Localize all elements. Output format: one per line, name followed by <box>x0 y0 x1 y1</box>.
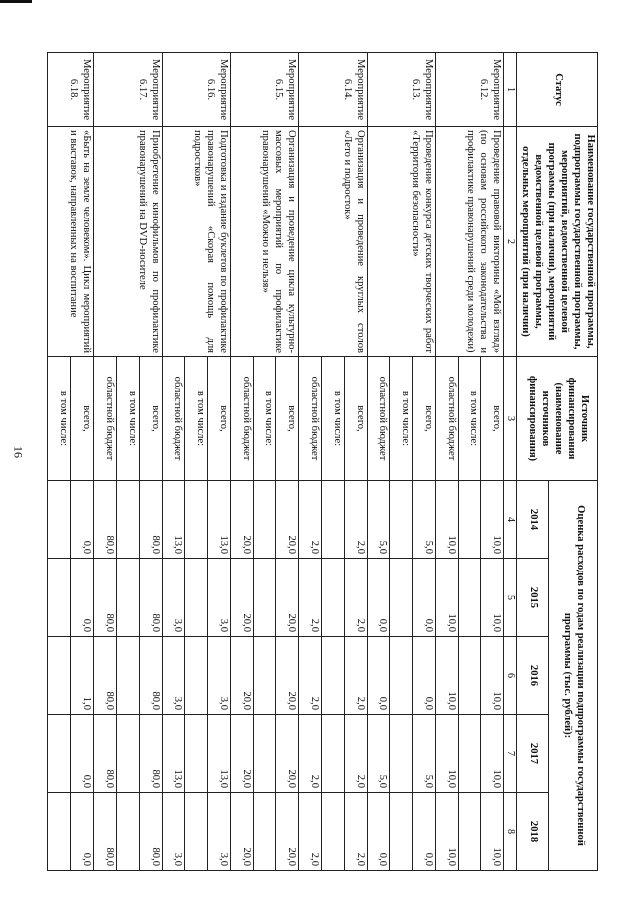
row-value: 10,0 <box>435 715 458 793</box>
row-value <box>458 481 481 559</box>
row-value <box>390 559 413 637</box>
row-value: 10,0 <box>481 715 504 793</box>
row-value <box>253 715 276 793</box>
row-value: 10,0 <box>435 637 458 715</box>
row-status: Мероприятие 6.14. <box>299 53 367 127</box>
row-value: 0,0 <box>367 637 390 715</box>
row-value <box>253 559 276 637</box>
table-row <box>344 53 367 871</box>
row-status: Мероприятие 6.12. <box>435 53 503 127</box>
header-name: Наименование государственной программы, подпрограммы государственной программы, мероприятий, ведомственной целевой программы (при наличии), мероприятий ведомственной целевой программы, отдельных мероприятий (при наличии) <box>517 127 598 357</box>
row-value <box>185 559 208 637</box>
row-value: 13,0 <box>208 715 231 793</box>
row-value: 0,0 <box>413 793 436 871</box>
row-value <box>322 715 345 793</box>
row-value <box>117 481 140 559</box>
row-value: 20,0 <box>230 637 253 715</box>
column-index: 3 <box>504 357 517 481</box>
row-value: 2,0 <box>344 793 367 871</box>
row-status: Мероприятие 6.17. <box>94 53 162 127</box>
table-row <box>71 53 94 871</box>
row-value: 20,0 <box>276 715 299 793</box>
row-status: Мероприятие 6.13. <box>367 53 435 127</box>
row-value: 0,0 <box>71 481 94 559</box>
row-value: 80,0 <box>94 715 117 793</box>
row-value: 0,0 <box>413 559 436 637</box>
row-value <box>390 715 413 793</box>
row-value <box>117 637 140 715</box>
row-source: всего, <box>208 357 231 481</box>
row-value: 20,0 <box>230 481 253 559</box>
row-value <box>48 481 71 559</box>
row-value: 10,0 <box>435 559 458 637</box>
row-value <box>458 559 481 637</box>
row-value <box>458 793 481 871</box>
row-value: 80,0 <box>139 637 162 715</box>
row-source: в том числе: <box>322 357 345 481</box>
row-source: всего, <box>413 357 436 481</box>
row-source: в том числе: <box>253 357 276 481</box>
column-index: 8 <box>504 793 517 871</box>
column-index: 7 <box>504 715 517 793</box>
row-value: 2,0 <box>344 481 367 559</box>
row-value: 80,0 <box>139 715 162 793</box>
table-row <box>208 53 231 871</box>
row-value: 0,0 <box>367 559 390 637</box>
table-row <box>481 53 504 871</box>
row-source: в том числе: <box>117 357 140 481</box>
header-estimate: Оценка расходов по годам реализации подпрограммы государственной программы (тыс. рублей): <box>549 481 598 871</box>
row-value: 10,0 <box>435 481 458 559</box>
row-name: Организация и проведение цикла культурно-массовых мероприятий по профилактике правонарушений «Можно и нельзя» <box>230 127 298 357</box>
row-source: областной бюджет <box>162 357 185 481</box>
row-value: 2,0 <box>344 559 367 637</box>
header-year: 2014 <box>517 481 549 559</box>
row-value <box>117 715 140 793</box>
row-value: 5,0 <box>367 715 390 793</box>
row-value: 3,0 <box>208 637 231 715</box>
row-status: Мероприятие 6.16. <box>162 53 230 127</box>
row-value: 10,0 <box>481 793 504 871</box>
row-name: Организация и проведение круглых столов «Лето и подросток» <box>299 127 367 357</box>
row-value: 20,0 <box>230 715 253 793</box>
row-value: 20,0 <box>230 559 253 637</box>
column-index: 6 <box>504 637 517 715</box>
header-year: 2016 <box>517 637 549 715</box>
header-source: Источник финансирования (наименование источников финансирования) <box>517 357 598 481</box>
row-source: областной бюджет <box>230 357 253 481</box>
row-source: в том числе: <box>458 357 481 481</box>
row-value <box>390 793 413 871</box>
page-number: 16 <box>11 446 26 458</box>
row-value <box>390 637 413 715</box>
row-value: 1,0 <box>71 637 94 715</box>
row-value <box>185 715 208 793</box>
row-value: 3,0 <box>208 793 231 871</box>
row-value <box>117 559 140 637</box>
row-source: всего, <box>481 357 504 481</box>
row-value: 80,0 <box>139 559 162 637</box>
row-value: 20,0 <box>276 637 299 715</box>
column-index-row <box>504 53 517 871</box>
row-value <box>185 637 208 715</box>
row-value: 2,0 <box>344 715 367 793</box>
row-source: областной бюджет <box>435 357 458 481</box>
row-value: 0,0 <box>71 559 94 637</box>
row-value <box>117 793 140 871</box>
row-value: 2,0 <box>299 559 322 637</box>
rotated-table-frame <box>58 52 598 870</box>
row-value: 20,0 <box>276 481 299 559</box>
row-value: 10,0 <box>481 559 504 637</box>
row-value <box>48 793 71 871</box>
row-value <box>322 793 345 871</box>
row-status: Мероприятие 6.18. <box>48 53 94 127</box>
row-value: 2,0 <box>299 637 322 715</box>
row-value <box>48 637 71 715</box>
row-value: 3,0 <box>162 793 185 871</box>
row-value: 13,0 <box>162 715 185 793</box>
row-value: 2,0 <box>344 637 367 715</box>
table-row <box>413 53 436 871</box>
row-value: 5,0 <box>367 481 390 559</box>
row-status: Мероприятие 6.15. <box>230 53 298 127</box>
row-source: областной бюджет <box>367 357 390 481</box>
row-value: 13,0 <box>208 481 231 559</box>
row-value: 80,0 <box>139 793 162 871</box>
row-name: Подготовка и издание буклетов по профилактике правонарушений «Скорая помощь для подростков» <box>162 127 230 357</box>
row-source: в том числе: <box>185 357 208 481</box>
row-value <box>458 637 481 715</box>
row-value: 0,0 <box>71 715 94 793</box>
row-value: 80,0 <box>139 481 162 559</box>
row-value <box>390 481 413 559</box>
row-source: всего, <box>276 357 299 481</box>
row-value: 80,0 <box>94 481 117 559</box>
row-source: всего, <box>71 357 94 481</box>
row-value <box>322 559 345 637</box>
row-value: 20,0 <box>230 793 253 871</box>
row-value: 80,0 <box>94 637 117 715</box>
corner-mark <box>0 0 32 3</box>
header-year: 2018 <box>517 793 549 871</box>
row-value <box>48 559 71 637</box>
row-source: всего, <box>344 357 367 481</box>
row-value: 5,0 <box>413 481 436 559</box>
row-source: областной бюджет <box>299 357 322 481</box>
column-index: 5 <box>504 559 517 637</box>
row-value: 3,0 <box>208 559 231 637</box>
table-row <box>276 53 299 871</box>
row-value: 0,0 <box>71 793 94 871</box>
header-year: 2017 <box>517 715 549 793</box>
column-index: 1 <box>504 53 517 127</box>
row-source: в том числе: <box>48 357 71 481</box>
row-name: «Быть на земле человеком». Цикл мероприятий и выставок, направленных на воспитание <box>48 127 94 357</box>
row-value <box>322 637 345 715</box>
row-value <box>48 715 71 793</box>
row-value: 10,0 <box>481 481 504 559</box>
row-value: 2,0 <box>299 793 322 871</box>
row-value <box>322 481 345 559</box>
row-value: 3,0 <box>162 559 185 637</box>
row-value <box>185 481 208 559</box>
row-source: в том числе: <box>390 357 413 481</box>
row-name: Проведение правовой викторины «Мой взгляд» (по основам российского законодательства и профилактике правонарушений среди молодежи) <box>435 127 503 357</box>
row-source: областной бюджет <box>94 357 117 481</box>
budget-table <box>47 52 598 871</box>
header-status: Статус <box>517 53 598 127</box>
row-name: Приобретение кинофильмов по профилактике правонарушений на DVD-носителе <box>94 127 162 357</box>
row-value: 5,0 <box>413 715 436 793</box>
rotated-table-content <box>58 52 598 870</box>
row-value <box>253 481 276 559</box>
row-value <box>185 793 208 871</box>
table-row <box>139 53 162 871</box>
row-value: 80,0 <box>94 793 117 871</box>
row-value: 10,0 <box>435 793 458 871</box>
row-value: 0,0 <box>367 793 390 871</box>
row-value: 10,0 <box>481 637 504 715</box>
row-value: 20,0 <box>276 793 299 871</box>
row-value: 2,0 <box>299 481 322 559</box>
row-value: 20,0 <box>276 559 299 637</box>
row-source: всего, <box>139 357 162 481</box>
row-value: 2,0 <box>299 715 322 793</box>
row-value: 80,0 <box>94 559 117 637</box>
column-index: 2 <box>504 127 517 357</box>
row-value: 3,0 <box>162 637 185 715</box>
row-value <box>253 793 276 871</box>
row-value: 0,0 <box>413 637 436 715</box>
row-value <box>253 637 276 715</box>
row-value <box>458 715 481 793</box>
row-value: 13,0 <box>162 481 185 559</box>
header-year: 2015 <box>517 559 549 637</box>
row-name: Проведение конкурса детских творческих работ «Территория безопасности» <box>367 127 435 357</box>
column-index: 4 <box>504 481 517 559</box>
